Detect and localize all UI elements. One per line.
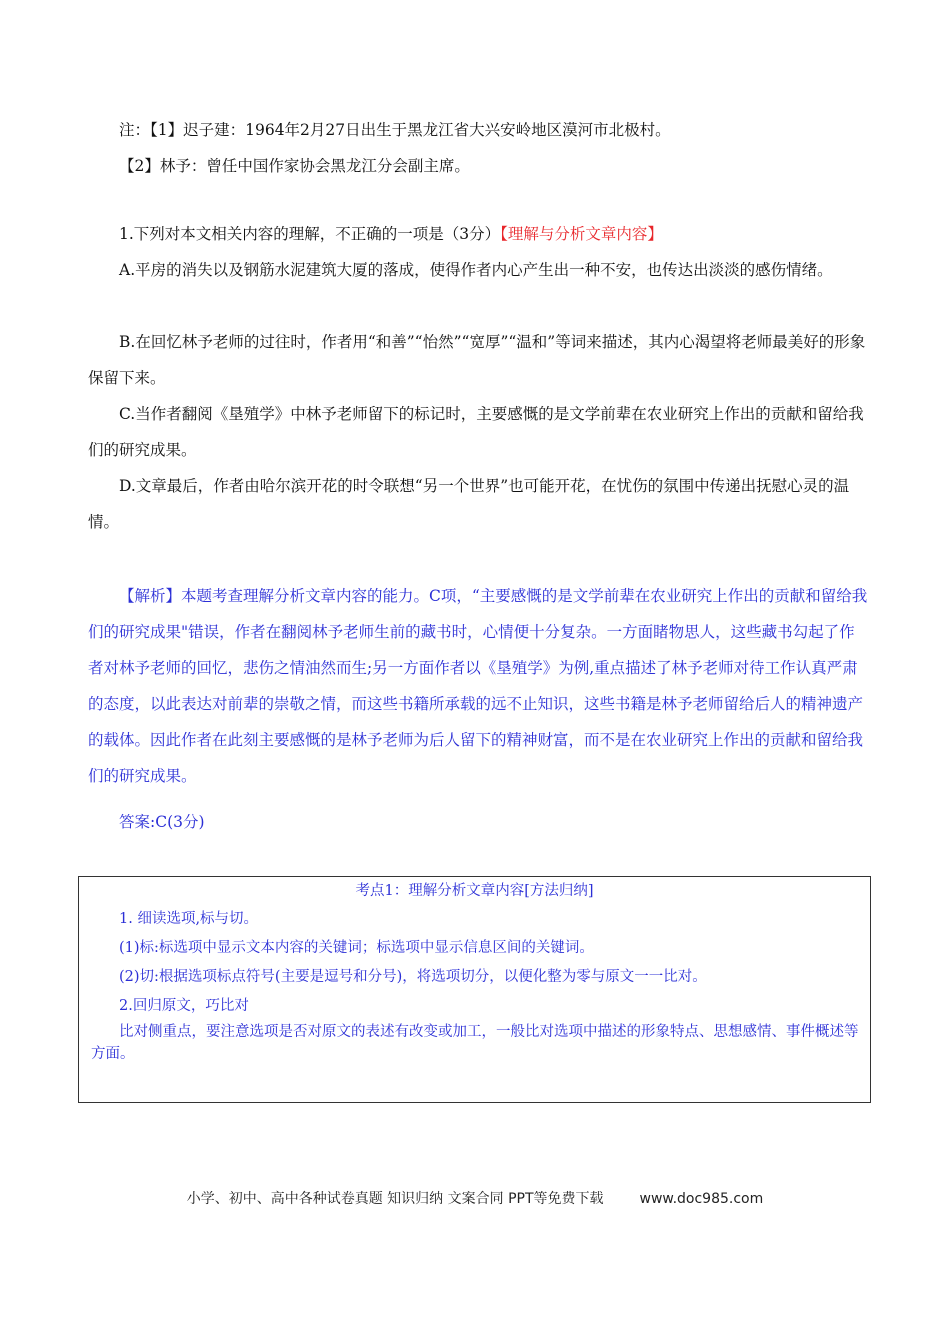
analysis-text: 本题考查理解分析文章内容的能力。C项，“主要感慨的是文学前辈在农业研究上作出的贡献和留给我们的研究成果"错误，作者在翻阅林予老师生前的藏书时，心情便十分复杂。一方面睹物思人，这些藏书勾起了作者对林予老师的回忆，悲伤之情油然而生;另一方面作者以《垦殖学》为例,重点描述了林予老师对待工作认真严肃的态度，以此表达对前辈的崇敬之情，而这些书籍所承载的远不止知识，这些书籍是林予老师留给后人的精神遗产的载体。因此作者在此刻主要感慨的是林予老师为后人留下的精神财富，而不是在农业研究上作出的贡献和留给我们的研究成果。: [88, 587, 868, 785]
method-line-5: 比对侧重点，要注意选项是否对原文的表述有改变或加工，一般比对选项中描述的形象特点、思想感情、事件概述等方面。: [91, 1024, 859, 1062]
option-d: D.文章最后，作者由哈尔滨开花的时令联想“另一个世界”也可能开花，在忧伤的氛围中传递出抚慰心灵的温情。: [88, 477, 850, 531]
question-tag: 【理解与分析文章内容】: [500, 225, 663, 243]
method-box-title: 考点1：理解分析文章内容[方法归纳]: [355, 883, 594, 899]
footer-text: 小学、初中、高中各种试卷真题 知识归纳 文案合同 PPT等免费下载: [186, 1191, 604, 1207]
page-footer: [0, 1188, 950, 1208]
question-text: 1.下列对本文相关内容的理解，不正确的一项是（3分）: [119, 225, 501, 243]
method-line-1: 1. 细读选项,标与切。: [119, 911, 259, 927]
option-a: A.平房的消失以及钢筋水泥建筑大厦的落成，使得作者内心产生出一种不安，也传达出淡淡的感伤情绪。: [119, 261, 833, 279]
footnote-2: 【2】林予：曾任中国作家协会黑龙江分会副主席。: [119, 157, 470, 175]
method-line-4: 2.回归原文，巧比对: [119, 998, 249, 1014]
analysis-paragraph: [88, 578, 868, 794]
method-line-3: (2)切:根据选项标点符号(主要是逗号和分号)，将选项切分，以便化整为零与原文一一比对。: [119, 969, 707, 985]
method-summary-box: [78, 876, 871, 1103]
analysis-label: 【解析】: [119, 587, 182, 605]
question-stem: [88, 216, 868, 252]
answer: 答案:C(3分): [119, 813, 205, 831]
method-line-2: (1)标:标选项中显示文本内容的关键词；标选项中显示信息区间的关键词。: [119, 940, 594, 956]
footer-url[interactable]: www.doc985.com: [639, 1191, 764, 1207]
footnote-1: 注：【1】迟子建：1964年2月27日出生于黑龙江省大兴安岭地区漠河市北极村。: [119, 121, 671, 139]
option-b: B.在回忆林予老师的过往时，作者用“和善”“怡然”“宽厚”“温和”等词来描述，其内心渴望将老师最美好的形象保留下来。: [88, 333, 866, 387]
option-c: C.当作者翻阅《垦殖学》中林予老师留下的标记时，主要感慨的是文学前辈在农业研究上作出的贡献和留给我们的研究成果。: [88, 405, 864, 459]
